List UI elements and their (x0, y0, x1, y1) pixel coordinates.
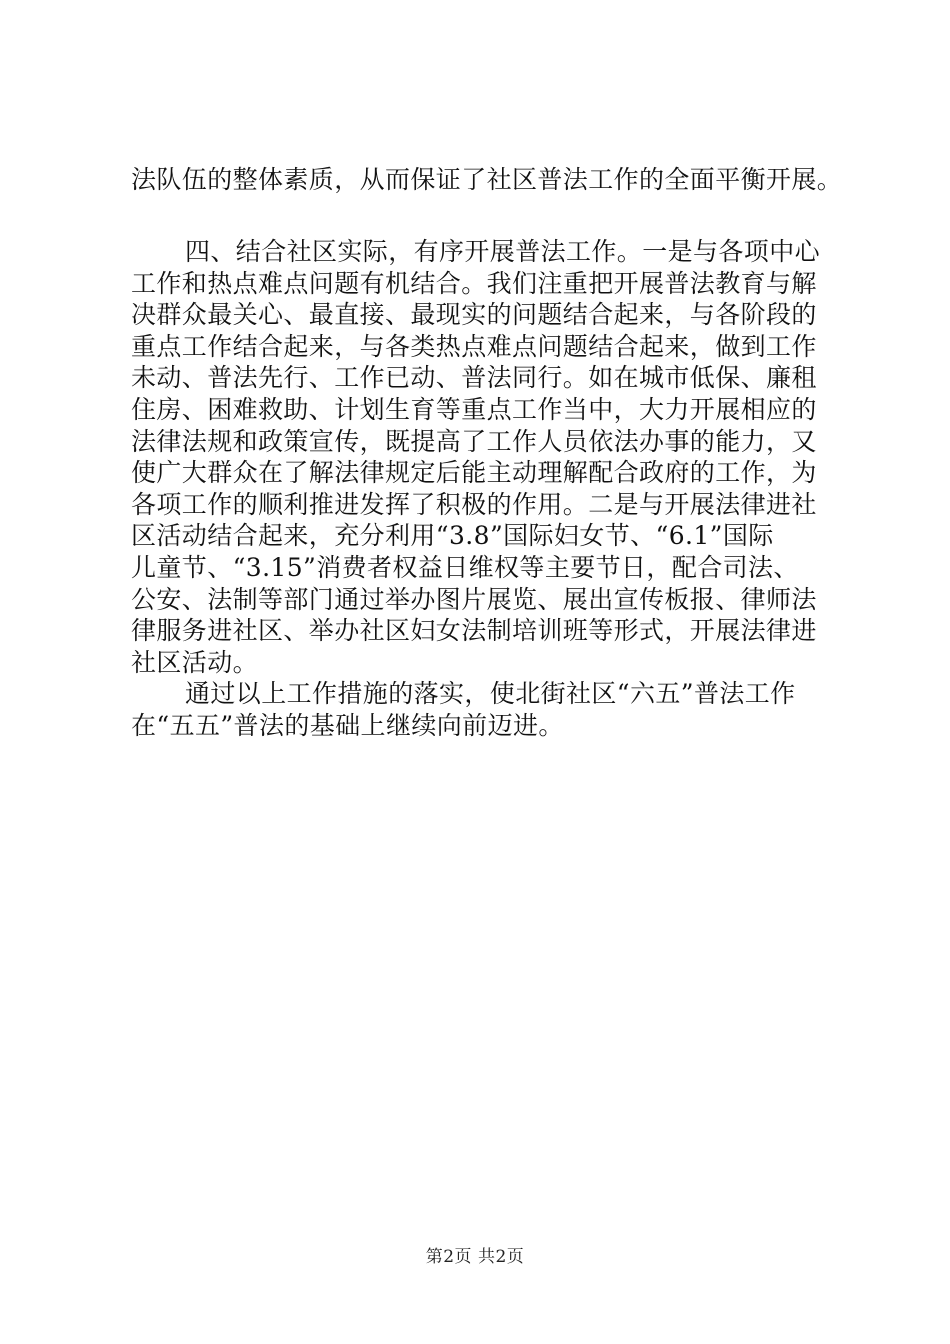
paragraph-line: 法律法规和政策宣传，既提高了工作人员依法办事的能力，又 (131, 426, 817, 456)
paragraph-line: 儿童节、“3.15”消费者权益日维权等主要节日，配合司法、 (131, 552, 799, 582)
page-number-label: 第2页 共2页 (425, 1247, 525, 1267)
section-four-paragraph (131, 236, 831, 742)
paragraph-line: 社区活动。 (131, 647, 259, 677)
paragraph-line: 住房、困难救助、计划生育等重点工作当中，大力开展相应的 (131, 394, 817, 424)
continuation-paragraph (131, 164, 843, 196)
paragraph-line: 律服务进社区、举办社区妇女法制培训班等形式，开展法律进 (131, 616, 817, 646)
paragraph-line: 法队伍的整体素质，从而保证了社区普法工作的全面平衡开展。 (131, 165, 843, 194)
paragraph-line: 四、结合社区实际，有序开展普法工作。一是与各项中心 (185, 237, 821, 266)
paragraph-line: 工作和热点难点问题有机结合。我们注重把开展普法教育与解 (131, 268, 817, 298)
paragraph-line: 重点工作结合起来，与各类热点难点问题结合起来，做到工作 (131, 331, 817, 361)
paragraph-line: 未动、普法先行、工作已动、普法同行。如在城市低保、廉租 (131, 363, 817, 393)
paragraph-line: 在“五五”普法的基础上继续向前迈进。 (131, 710, 564, 740)
paragraph-line: 决群众最关心、最直接、最现实的问题结合起来，与各阶段的 (131, 300, 817, 330)
paragraph-line: 使广大群众在了解法律规定后能主动理解配合政府的工作，为 (131, 458, 817, 488)
paragraph-line: 区活动结合起来，充分利用“3.8”国际妇女节、“6.1”国际 (131, 521, 774, 551)
paragraph-line: 各项工作的顺利推进发挥了积极的作用。二是与开展法律进社 (131, 489, 817, 519)
page-footer (0, 1242, 950, 1267)
paragraph-line: 通过以上工作措施的落实，使北街社区“六五”普法工作 (185, 679, 796, 709)
paragraph-line: 公安、法制等部门通过举办图片展览、展出宣传板报、律师法 (131, 584, 817, 614)
